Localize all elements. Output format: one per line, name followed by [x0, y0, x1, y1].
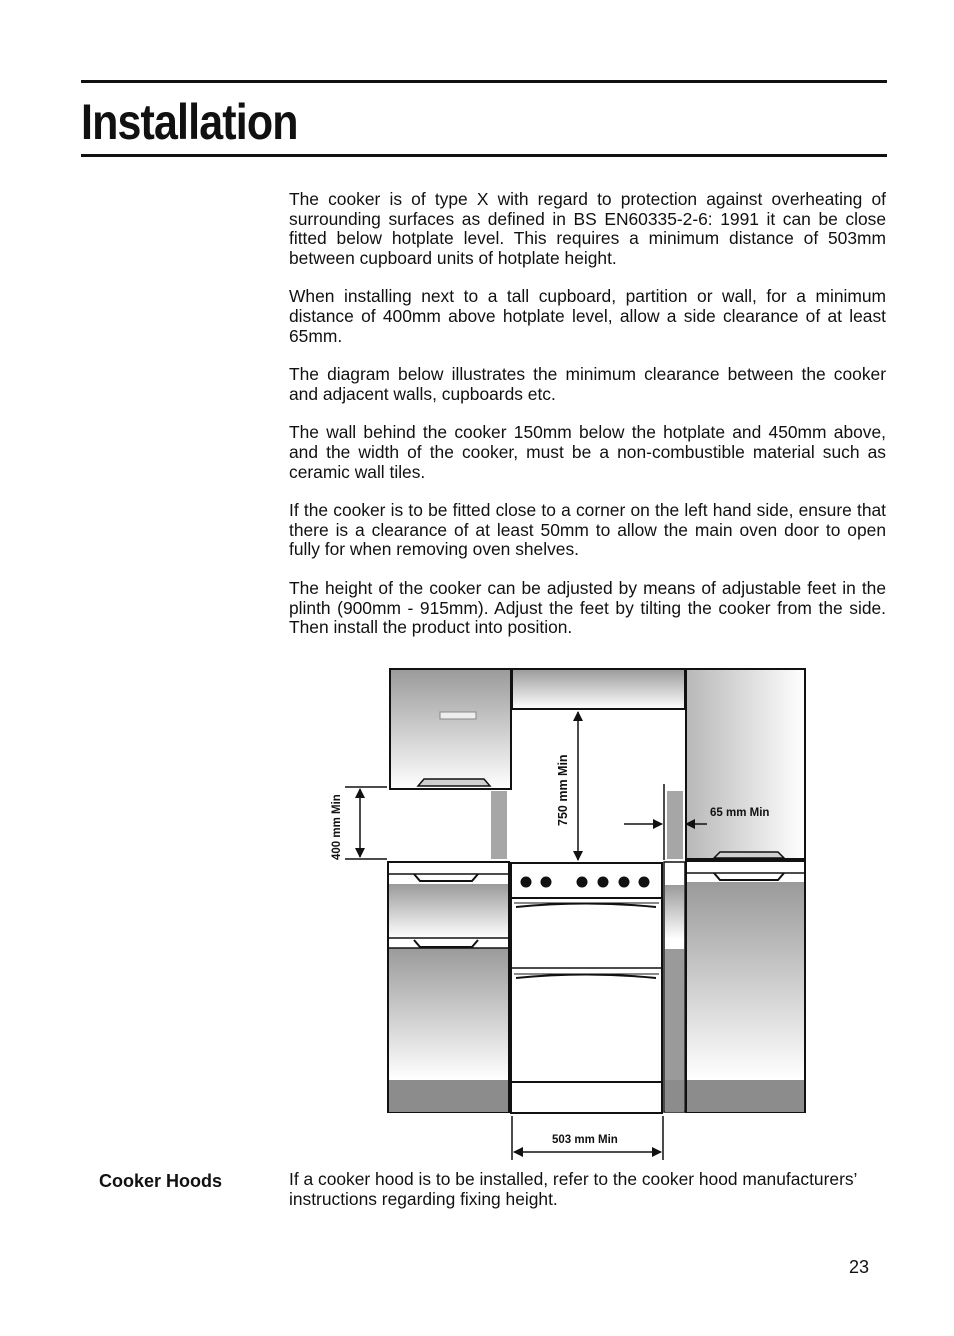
right-base-cabinet [686, 861, 805, 1112]
label-750mm: 750 mm Min [556, 754, 570, 826]
page-number: 23 [849, 1257, 870, 1277]
cooker-hoods-text: If a cooker hood is to be installed, refer to the cooker hood manufacturers’ instructions regarding fixing height. [289, 1169, 857, 1209]
paragraph-corner: If the cooker is to be fitted close to a corner on the left hand side, ensure that there is a clearance of at least 50mm to allow the main oven door to open fully for when removing oven shelves. [289, 500, 886, 560]
left-wall-cabinet [390, 669, 511, 789]
top-rule [81, 80, 887, 83]
label-503mm: 503 mm Min [552, 1134, 618, 1146]
right-side-panel [667, 791, 683, 859]
cooker [511, 863, 662, 1113]
cooker-hoods-heading: Cooker Hoods [99, 1171, 223, 1191]
clearance-diagram [320, 660, 820, 1160]
paragraph-wall-material: The wall behind the cooker 150mm below the hotplate and 450mm above, and the width of the cooker, must be a non-combustible material such as ceramic wall tiles. [289, 422, 886, 482]
paragraph-side-clearance: When installing next to a tall cupboard, partition or wall, for a minimum distance of 400mm above hotplate level, allow a side clearance of at least 65mm. [289, 286, 886, 346]
label-65mm: 65 mm Min [710, 807, 770, 819]
gap-filler [664, 862, 685, 1112]
cooker-hood-panel [512, 669, 685, 709]
body-text [289, 190, 886, 657]
paragraph-diagram-intro: The diagram below illustrates the minimum clearance between the cooker and adjacent walls, cupboards etc. [289, 364, 886, 404]
right-tall-cabinet [686, 669, 805, 859]
page-title: Installation [81, 94, 298, 150]
left-base-cabinet [388, 862, 509, 1112]
dimension-400 [345, 787, 387, 859]
label-400mm: 400 mm Min [331, 794, 343, 860]
paragraph-height: The height of the cooker can be adjusted by means of adjustable feet in the plinth (900mm - 915mm). Adjust the feet by tilting the cooker from the side. Then install the product into position. [289, 577, 886, 638]
left-side-panel [491, 791, 507, 859]
title-underline [81, 154, 887, 157]
paragraph-overheating: The cooker is of type X with regard to protection against overheating of surrounding surfaces as defined in BS EN60335-2-6: 1991 it can be close fitted below hotplate level. This requires a minimum distance of 503mm between cupboard units of hotplate height. [289, 189, 886, 268]
